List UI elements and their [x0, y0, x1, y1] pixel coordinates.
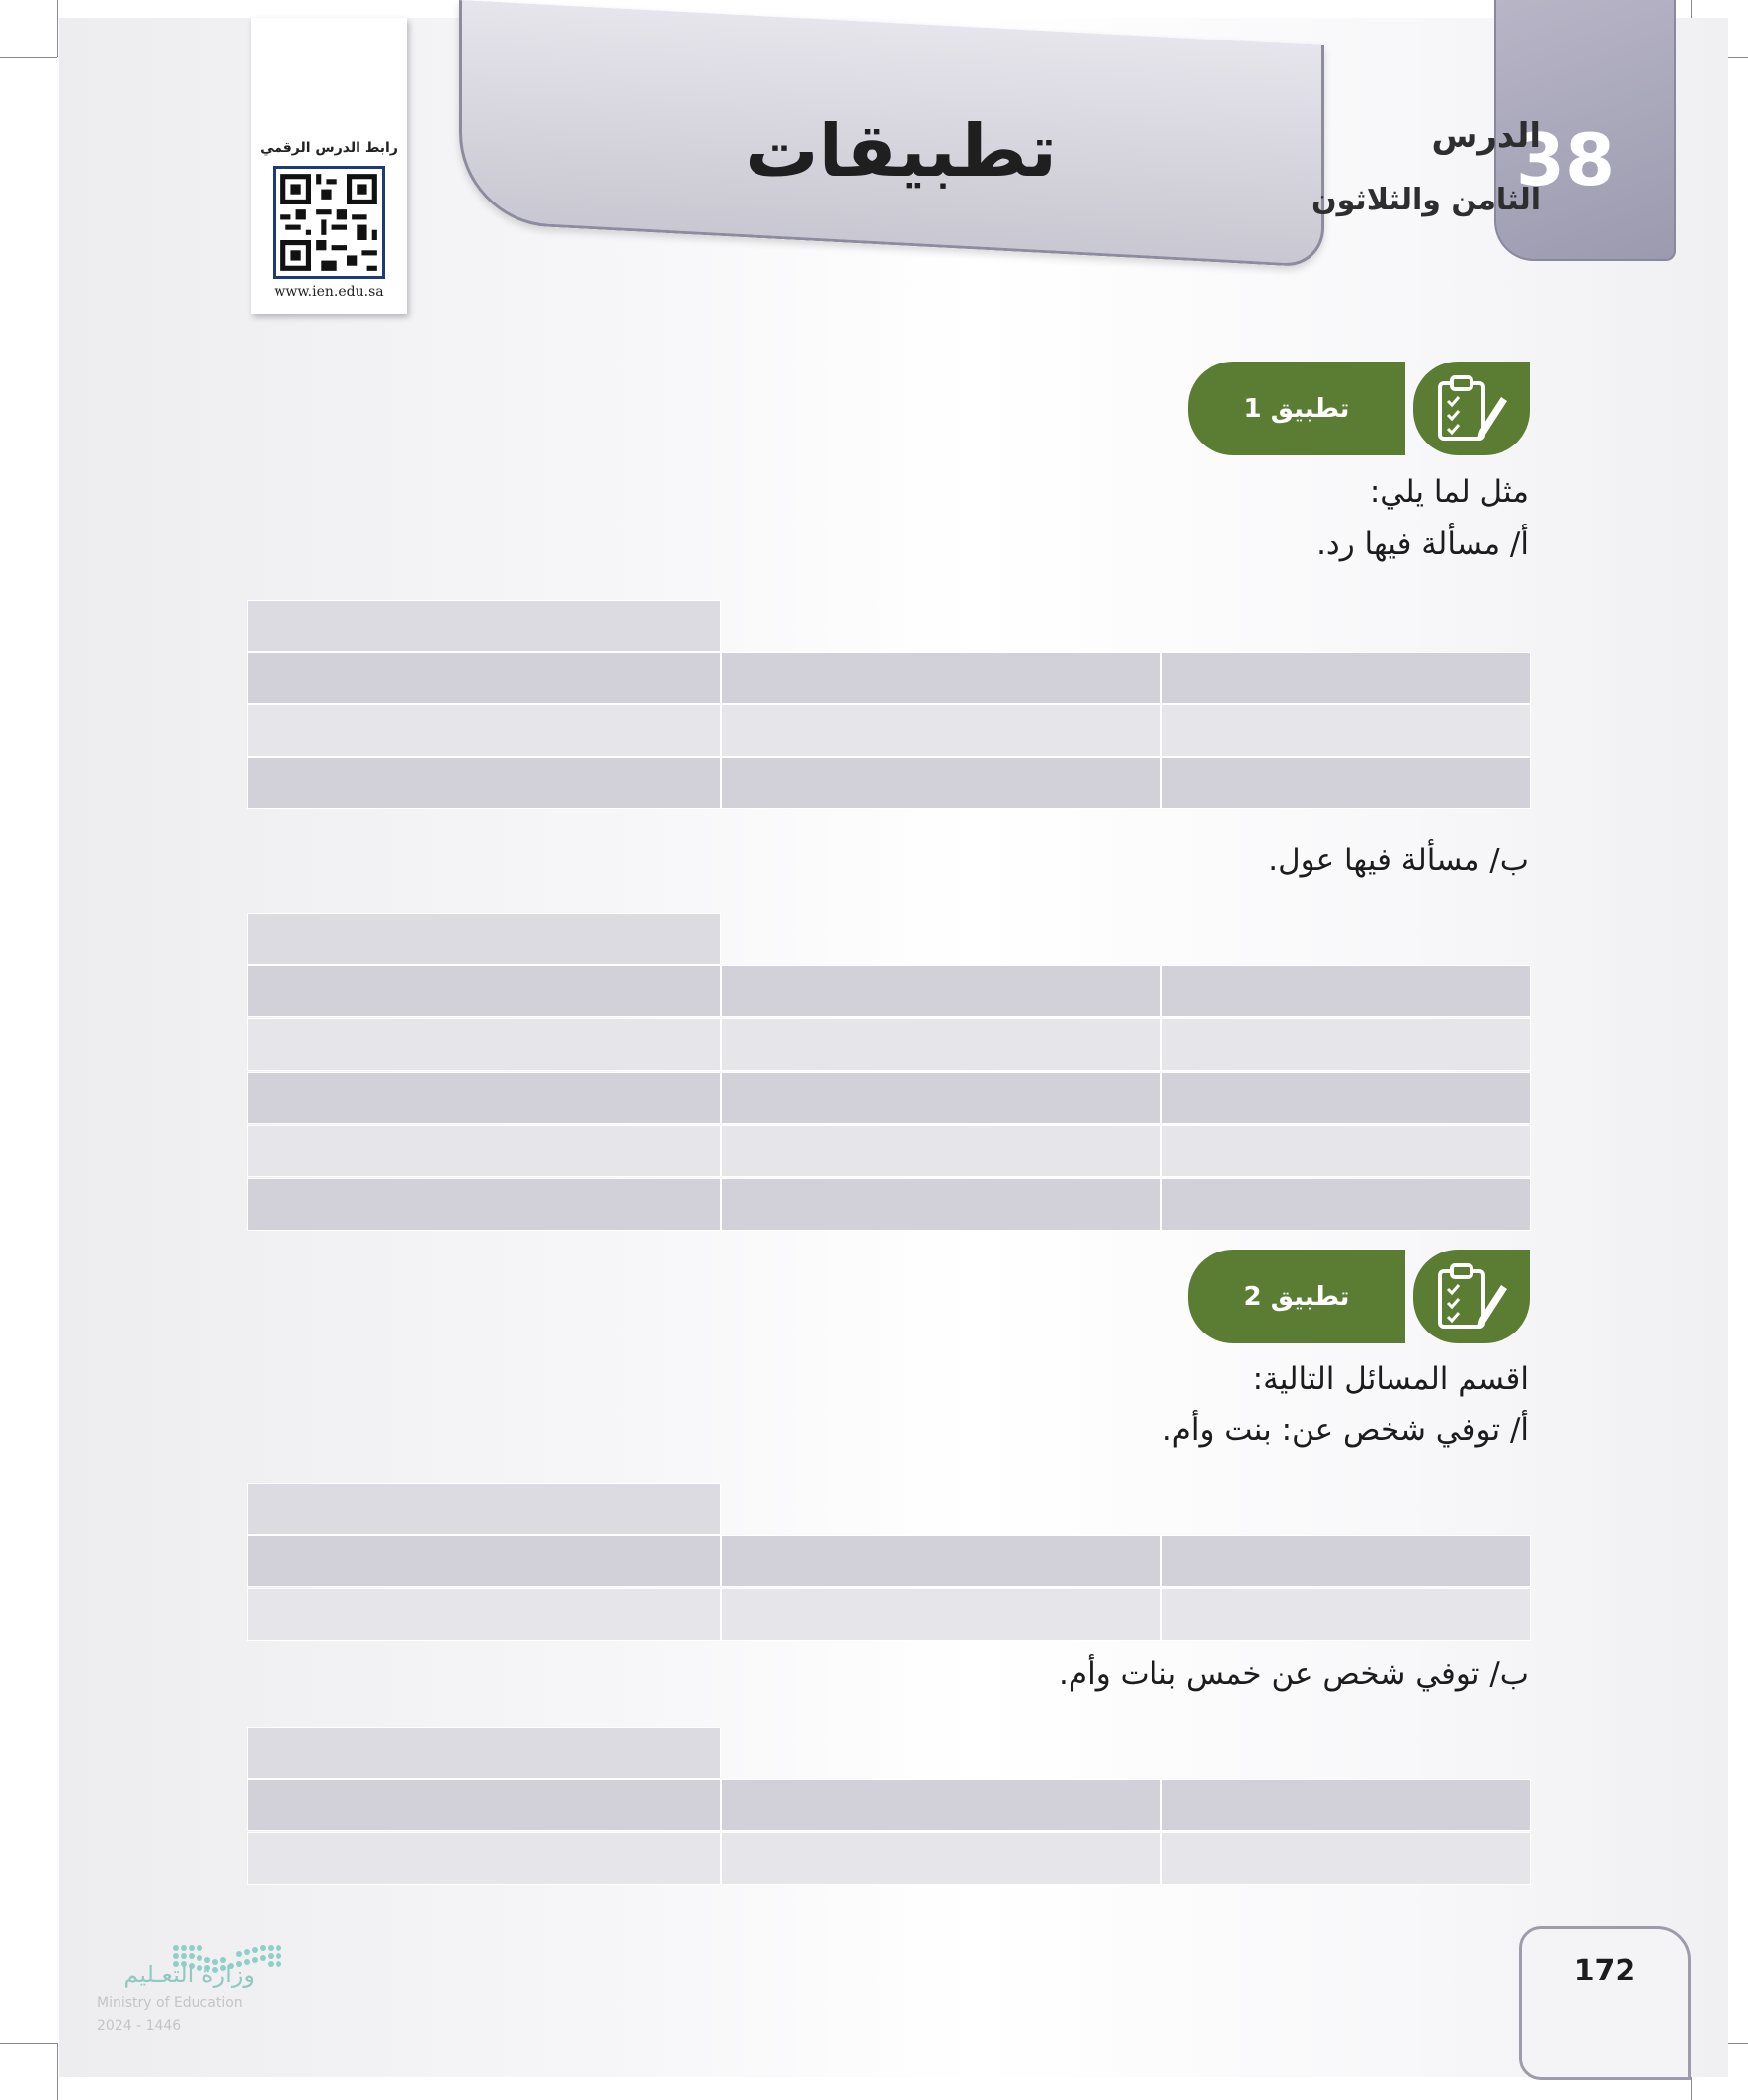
ministry-name-arabic: وزارة التعـليم	[123, 1961, 255, 1988]
table-cell[interactable]	[1161, 1178, 1531, 1231]
table-cell[interactable]	[1161, 965, 1531, 1017]
application-2-part-b: ب/ توفي شخص عن خمس بنات وأم.	[1059, 1656, 1529, 1692]
table-row	[247, 704, 1531, 757]
table-row	[247, 757, 1531, 809]
application-2-label: تطبيق 2	[1188, 1250, 1405, 1343]
table-cell[interactable]	[721, 1072, 1161, 1124]
table-cell[interactable]	[247, 757, 721, 809]
table-row	[247, 1588, 1531, 1641]
table-cell[interactable]	[721, 1779, 1161, 1831]
answer-table-1a	[247, 600, 1531, 812]
table-cell[interactable]	[247, 1018, 721, 1071]
answer-table-2a	[247, 1483, 1531, 1641]
table-cell[interactable]	[721, 757, 1161, 809]
page-number: 172	[1573, 1954, 1636, 1988]
application-2-tag	[1188, 1250, 1530, 1343]
table-cell[interactable]	[247, 1588, 721, 1641]
table-row	[247, 1125, 1531, 1177]
qr-code-icon[interactable]	[273, 166, 385, 279]
clipboard-checklist-icon	[1413, 362, 1530, 455]
table-row	[247, 1779, 1531, 1831]
table-cell[interactable]	[721, 704, 1161, 757]
table-cell[interactable]	[721, 1125, 1161, 1177]
application-2-part-a: أ/ توفي شخص عن: بنت وأم.	[1161, 1413, 1529, 1448]
table-cell[interactable]	[1161, 1588, 1531, 1641]
answer-table-1b	[247, 913, 1531, 1234]
table-cell[interactable]	[721, 1178, 1161, 1231]
table-cell[interactable]	[1161, 1018, 1531, 1071]
table-cell[interactable]	[721, 1535, 1161, 1587]
table-cell[interactable]	[247, 1072, 721, 1124]
table-row	[247, 1018, 1531, 1071]
table-cell[interactable]	[247, 1178, 721, 1231]
table-cell[interactable]	[721, 652, 1161, 704]
application-1-instruction: مثل لما يلي:	[1369, 474, 1529, 510]
page-number-box	[1519, 1926, 1691, 2080]
application-1-part-a: أ/ مسألة فيها رد.	[1316, 526, 1529, 562]
application-1-tag	[1188, 362, 1530, 455]
table-cell[interactable]	[247, 1535, 721, 1587]
table-row	[247, 1535, 1531, 1587]
table-cell[interactable]	[247, 1779, 721, 1831]
clipboard-checklist-icon	[1413, 1250, 1530, 1343]
table-cell[interactable]	[1161, 1832, 1531, 1885]
table-cell[interactable]	[721, 1832, 1161, 1885]
crop-mark	[57, 0, 58, 57]
table-cell[interactable]	[247, 704, 721, 757]
table-cell[interactable]	[247, 1125, 721, 1177]
table-cell[interactable]	[247, 652, 721, 704]
qr-card[interactable]	[251, 18, 407, 314]
table-cell[interactable]	[247, 1832, 721, 1885]
table-cell[interactable]	[1161, 1779, 1531, 1831]
lesson-ordinal: الثامن والثلاثون	[1311, 183, 1541, 217]
table-header-cell	[247, 1727, 721, 1779]
table-cell[interactable]	[1161, 652, 1531, 704]
crop-mark	[57, 2043, 58, 2100]
table-cell[interactable]	[1161, 704, 1531, 757]
crop-mark	[0, 57, 57, 58]
table-row	[247, 1832, 1531, 1885]
application-1-label: تطبيق 1	[1188, 362, 1405, 455]
table-header-cell	[247, 913, 721, 965]
qr-url[interactable]: www.ien.edu.sa	[274, 284, 384, 300]
table-row	[247, 965, 1531, 1017]
table-cell[interactable]	[1161, 1535, 1531, 1587]
application-1-part-b: ب/ مسألة فيها عول.	[1268, 843, 1529, 878]
crop-mark	[0, 2043, 57, 2044]
table-row	[247, 652, 1531, 704]
lesson-number: 38	[1515, 119, 1616, 202]
table-cell[interactable]	[1161, 1072, 1531, 1124]
edition-year: 2024 - 1446	[97, 2018, 182, 2034]
page-title: تطبيقات	[745, 109, 1057, 194]
qr-caption: رابط الدرس الرقمي	[260, 140, 398, 156]
application-2-instruction: اقسم المسائل التالية:	[1252, 1361, 1529, 1397]
table-cell[interactable]	[247, 965, 721, 1017]
ministry-name-english: Ministry of Education	[97, 1995, 243, 2011]
table-header-cell	[247, 1483, 721, 1535]
table-cell[interactable]	[721, 1588, 1161, 1641]
table-row	[247, 1178, 1531, 1231]
table-cell[interactable]	[721, 1018, 1161, 1071]
answer-table-2b	[247, 1727, 1531, 1885]
lesson-word: الدرس	[1431, 117, 1541, 156]
table-cell[interactable]	[1161, 757, 1531, 809]
table-row	[247, 1072, 1531, 1124]
table-cell[interactable]	[721, 965, 1161, 1017]
table-header-cell	[247, 600, 721, 652]
table-cell[interactable]	[1161, 1125, 1531, 1177]
